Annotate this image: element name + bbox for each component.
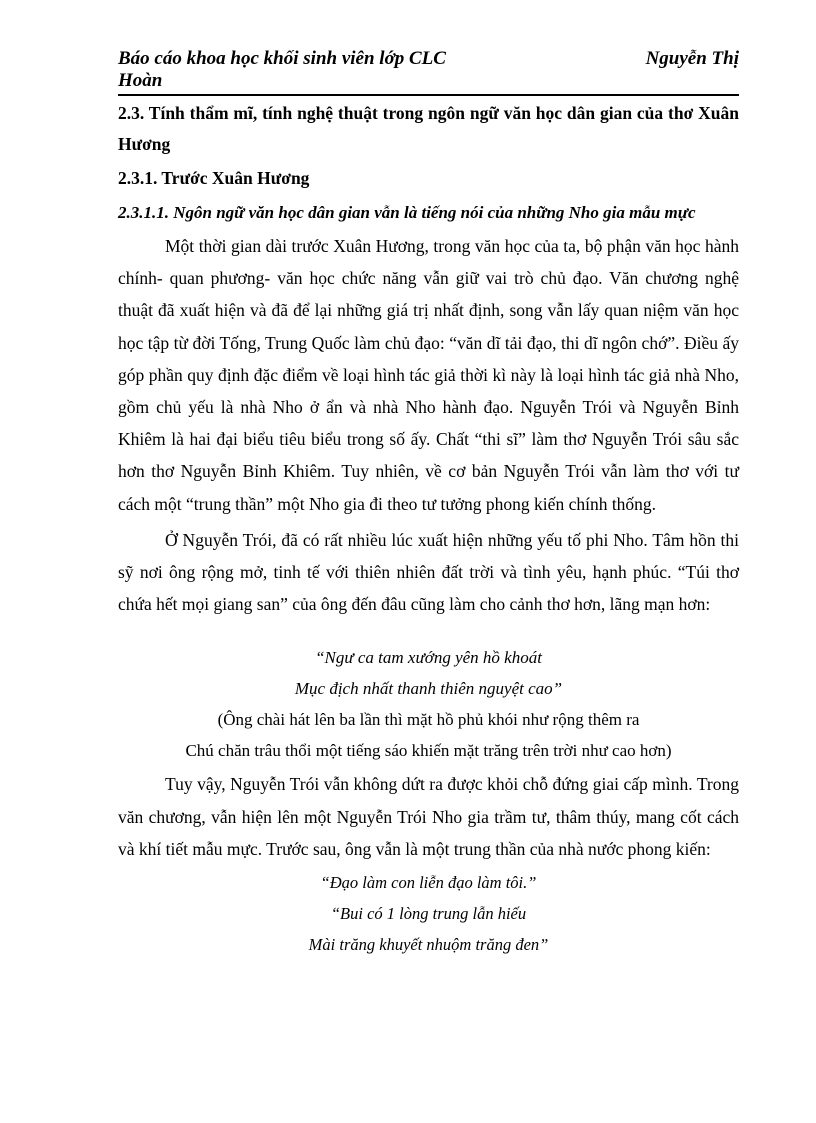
verse-1-line-2: Mục địch nhất thanh thiên nguyệt cao” (294, 679, 563, 699)
paragraph-3: Tuy vậy, Nguyễn Trói vẫn không dứt ra được khỏi chỗ đứng giai cấp mình. Trong văn chương, vẫn hiện lên một Nguyễn Trói Nho gia trầm tư, thâm thúy, mang cốt cách và khí tiết mẫu mực. Trước sau, ông vẫn là một trung thần của nhà nước phong kiến: (118, 774, 739, 859)
heading-2-3-1-1: 2.3.1.1. Ngôn ngữ văn học dân gian vẫn là tiếng nói của những Nho gia mẫu mực (118, 203, 696, 222)
header-author-continuation: Hoàn (118, 70, 163, 91)
heading-2-3-1: 2.3.1. Trước Xuân Hương (118, 168, 310, 188)
paragraph-2: Ở Nguyễn Trói, đã có rất nhiều lúc xuất hiện những yếu tố phi Nho. Tâm hồn thi sỹ nơi ông rộng mở, tinh tế với thiên nhiên đất trời và tình yêu, hạnh phúc. “Túi thơ chứa hết mọi giang san” của ông đến đâu cũng làm cho cảnh thơ hơn, lãng mạn hơn: (118, 529, 739, 615)
header-divider (118, 94, 739, 96)
verse-2-line-3: Mài trăng khuyết nhuộm trăng đen” (308, 935, 549, 955)
document-page (118, 48, 739, 960)
header-report-title: Báo cáo khoa học khối sinh viên lớp CLC (118, 48, 446, 69)
verse-2-line-1: “Đạo làm con liễn đạo làm tôi.” (320, 873, 537, 893)
heading-2-3: 2.3. Tính thẩm mĩ, tính nghệ thuật trong ngôn ngữ văn học dân gian của thơ Xuân Hương (118, 103, 739, 154)
paragraph-1: Một thời gian dài trước Xuân Hương, trong văn học của ta, bộ phận văn học hành chính- quan phương- văn học chức năng vẫn giữ vai trò chủ đạo. Văn chương nghệ thuật đã xuất hiện và đã để lại những giá trị nhất định, song vẫn lấy quan niệm văn học học tập từ đời Tống, Trung Quốc làm chủ đạo: “văn dĩ tải đạo, thi dĩ ngôn chớ”. Điều ấy góp phần quy định đặc điểm về loại hình tác giả thời kì này là loại hình tác giả nhà Nho, gồm chủ yếu là nhà Nho ở ẩn và nhà Nho hành đạo. Nguyễn Trói và Nguyễn Bỉnh Khiêm là hai đại biểu tiêu biểu trong số ấy. Chất “thi sĩ” làm thơ Nguyễn Trói sâu sắc hơn thơ Nguyễn Bỉnh Khiêm. Tuy nhiên, về cơ bản Nguyễn Trói vẫn làm thơ với tư cách một “trung thần” một Nho gia đi theo tư tưởng phong kiến chính thống. (118, 236, 739, 514)
verse-2-line-2: “Bui có 1 lòng trung lẫn hiếu (330, 904, 527, 924)
header-author: Nguyễn Thị (645, 48, 739, 69)
verse-1-translation-1: (Ông chài hát lên ba lần thì mặt hồ phủ khói như rộng thêm ra (217, 710, 640, 730)
page-header (118, 48, 739, 92)
verse-1-translation-2: Chú chăn trâu thổi một tiếng sáo khiến mặt trăng trên trời như cao hơn) (185, 741, 672, 761)
verse-1-line-1: “Ngư ca tam xướng yên hồ khoát (315, 648, 542, 668)
